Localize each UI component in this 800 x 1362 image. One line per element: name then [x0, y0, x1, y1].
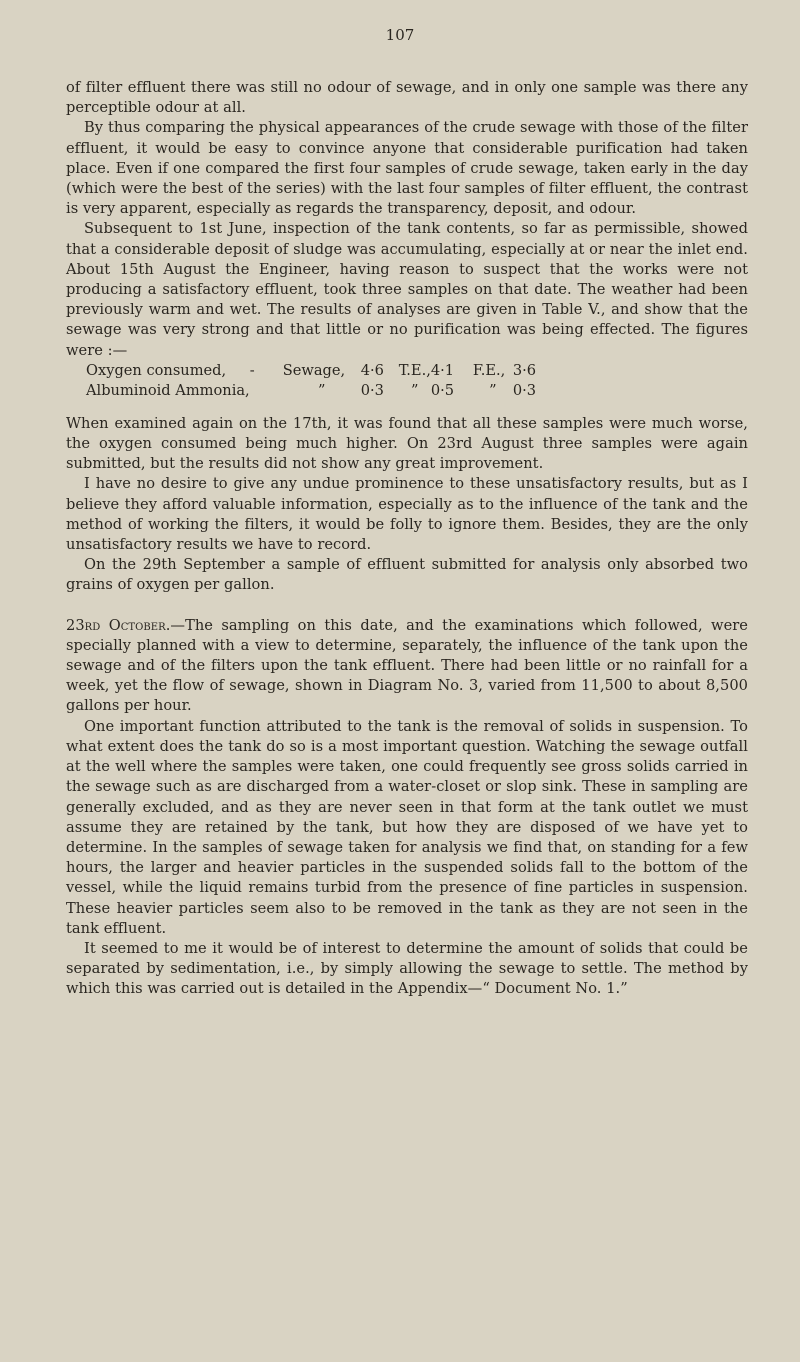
section-text: —The sampling on this date, and the examinations which followed, were specially planned with a view to determine, separately, the influence of the tank upon the sewage and of the filters upon the tank effluent. There had been little or no rainfall for a week, yet the flow of sewage, shown in Diagram No. 3, varied from 11,500 to about 8,500 gallons per hour. — [66, 616, 748, 715]
figure-label: Oxygen consumed, — [86, 361, 227, 379]
paragraph-17th-examination: When examined again on the 17th, it was found that all these samples were much worse, the oxygen consumed being much higher. On 23rd August three samples were again submitted, but the results did not show any great improvement. — [66, 414, 748, 473]
paragraph-sedimentation: It seemed to me it would be of interest to determine the amount of solids that could be separated by sedimentation, i.e., by simply allowing the sewage to settle. The method by which this was carried out is detailed in the Appendix—“ Document No. 1.” — [66, 939, 748, 998]
figure-te-value: 0·5 — [430, 381, 455, 399]
figure-dash — [250, 382, 283, 402]
figures-row-oxygen — [86, 362, 543, 382]
figure-fe-value: 3·6 — [512, 361, 537, 379]
figures-table — [86, 362, 543, 402]
paragraph-29th-september: On the 29th September a sample of effluent submitted for analysis only absorbed two grains of oxygen per gallon. — [66, 556, 748, 594]
figure-sewage-label: ” — [317, 381, 326, 399]
figure-te-value: 4·1 — [430, 361, 455, 379]
figure-sewage-label: Sewage, — [282, 361, 346, 379]
section-heading: 23rd October. — [66, 616, 171, 634]
figure-sewage-value: 4·6 — [360, 361, 384, 379]
figure-te-label: T.E., — [398, 361, 431, 379]
figures-row-ammonia — [86, 382, 543, 402]
figure-fe-label: F.E., — [472, 361, 506, 379]
figure-sewage-value: 0·3 — [360, 381, 384, 399]
paragraph-continuation: of filter effluent there was still no odour of sewage, and in only one sample was there any perceptible odour at all. — [66, 79, 748, 117]
figure-fe-value: 0·3 — [512, 381, 537, 399]
page-number: 107 — [385, 26, 415, 44]
figure-dash: - — [249, 361, 255, 379]
figure-label: Albuminoid Ammonia, — [86, 381, 250, 399]
paragraph-solids-suspension: One important function attributed to the tank is the removal of solids in suspension. To what extent does the tank do so is a most important question. Watching the sewage outfall at the well where the samples were taken, one could frequently see gross solids carried in the sewage such as are discharged from a water-closet or slop sink. These in sampling are generally excluded, and as they are never seen in that form at the tank outlet we must assume they are retained by the tank, but how they are disposed of we have yet to determine. In the samples of sewage taken for analysis we find that, on standing for a few hours, the larger and heavier particles in the suspended solids fall to the bottom of the vessel, while the liquid remains turbid from the presence of fine particles in suspension. These heavier particles seem also to be removed in the tank as they are not seen in the tank effluent. — [66, 717, 748, 937]
paragraph-23rd-october — [66, 616, 748, 717]
figure-fe-label: ” — [489, 381, 497, 399]
paragraph-inspection: Subsequent to 1st June, inspection of the tank contents, so far as permissible, showed that a considerable deposit of sludge was accumulating, especially at or near the inlet end. About 15th August the Engineer, having reason to suspect that the works were not producing a satisfactory effluent, took three samples on that date. The weather had been previously warm and wet. The results of analyses are given in Table V., and show that the sewage was very strong and that little or no purification was being effected. The figures were :— — [66, 220, 748, 359]
paragraph-unsatisfactory-results: I have no desire to give any undue prominence to these unsatisfactory results, but as I believe they afford valuable information, especially as to the influence of the tank and the method of working the filters, it would be folly to ignore them. Besides, they are the only unsatisfactory results we have to record. — [66, 475, 748, 554]
figure-te-label: ” — [411, 381, 419, 399]
paragraph-comparison: By thus comparing the physical appearances of the crude sewage with those of the filter effluent, it would be easy to convince anyone that considerable purification had taken place. Even if one compared the first four samples of crude sewage, taken early in the day (which were the best of the series) with the last four samples of filter effluent, the contrast is very apparent, especially as regards the transparency, deposit, and odour. — [66, 119, 748, 218]
